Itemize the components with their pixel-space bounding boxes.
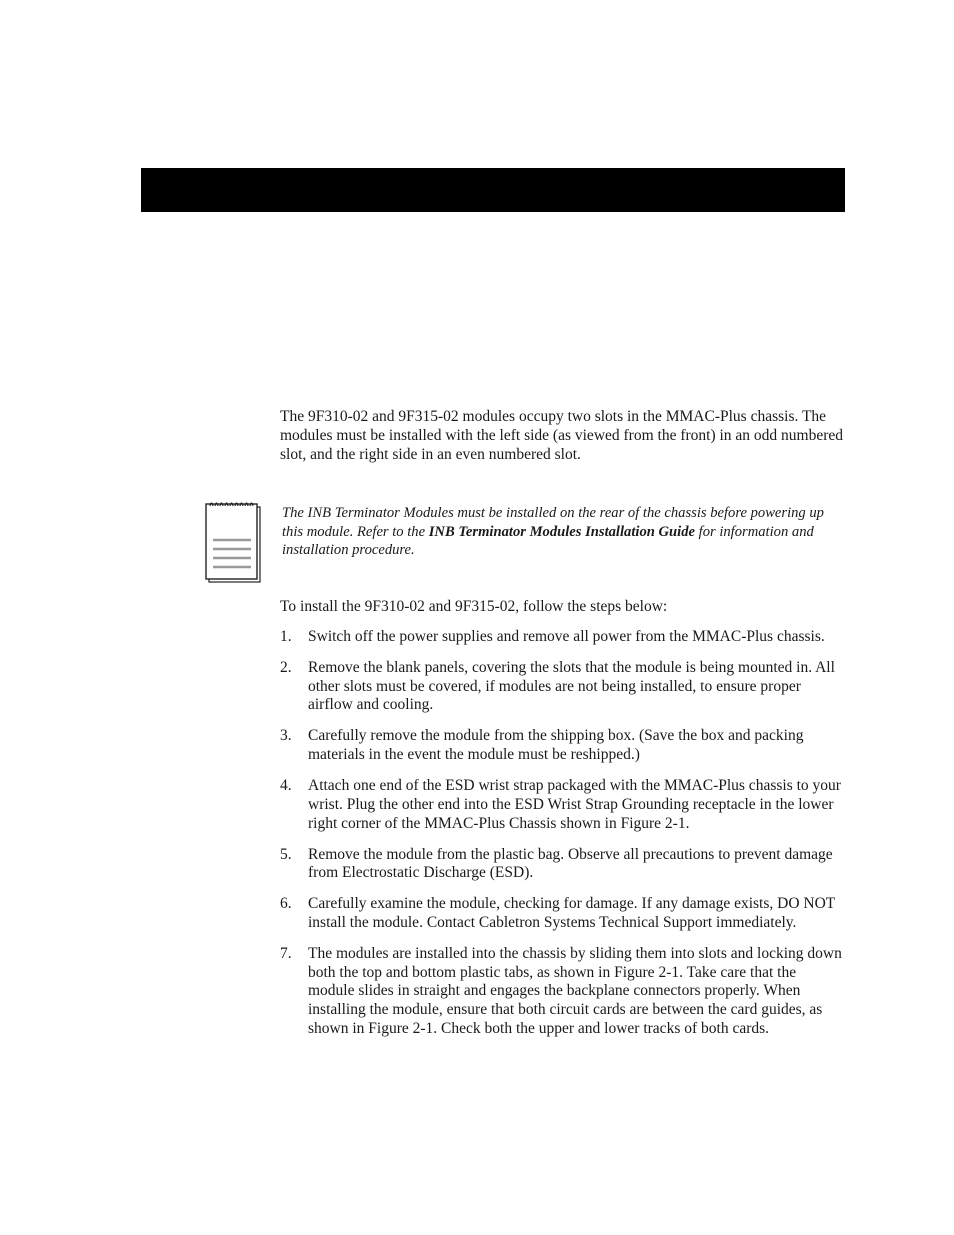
intro-paragraph: The 9F310-02 and 9F315-02 modules occupy two slots in the MMAC-Plus chassis. The modules must be installed with the left side (as viewed from the front) in an odd numbered slot, and the right side in an even numbered slot.: [280, 408, 844, 463]
step-item: [280, 628, 842, 647]
step-text: Carefully remove the module from the shipping box. (Save the box and packing materials in the event the module must be reshipped.): [308, 727, 804, 764]
note-text-after: for information and installation procedure.: [282, 523, 814, 558]
note-text: [282, 504, 842, 560]
step-text: Carefully examine the module, checking for damage. If any damage exists, DO NOT install the module. Contact Cabletron Systems Technical Support immediately.: [308, 895, 835, 931]
step-number: 7.: [280, 944, 292, 962]
step-item: [280, 727, 842, 764]
note-guide-reference: INB Terminator Modules Installation Guide: [428, 523, 695, 540]
step-text: Attach one end of the ESD wrist strap packaged with the MMAC-Plus chassis to your wrist. Plug the other end into the ESD Wrist Strap Grounding receptacle in the lower right corner of the MMAC-Plus Chassis shown in Figure 2-1.: [308, 777, 841, 832]
step-text: The modules are installed into the chassis by sliding them into slots and locking down both the top and bottom plastic tabs, as shown in Figure 2-1. Take care that the module slides in straight and engages the backplane connectors properly. When installing the module, ensure that both circuit cards are between the card guides, as shown in Figure 2-1. Check both the upper and lower tracks of both cards.: [308, 944, 842, 1037]
step-item: [280, 777, 842, 833]
step-number: 6.: [280, 895, 292, 913]
step-item: [280, 895, 842, 932]
step-number: 3.: [280, 727, 292, 745]
step-item: [280, 846, 842, 883]
step-number: 2.: [280, 659, 292, 676]
step-text: Remove the module from the plastic bag. Observe all precautions to prevent damage from Electrostatic Discharge (ESD).: [308, 845, 833, 882]
step-number: 5.: [280, 845, 292, 863]
step-text: Switch off the power supplies and remove all power from the MMAC-Plus chassis.: [308, 628, 825, 645]
step-item: [280, 945, 842, 1039]
chapter-header-bar: [141, 168, 845, 212]
installation-steps: [280, 628, 842, 1051]
step-number: 4.: [280, 777, 292, 795]
step-text: Remove the blank panels, covering the slots that the module is being mounted in. All other slots must be covered, if modules are not being installed, to ensure proper airflow and cooling.: [308, 659, 835, 714]
step-number: 1.: [280, 628, 292, 645]
note-text-before: The INB Terminator Modules must be installed on the rear of the chassis before powering up this module. Refer to the: [282, 505, 824, 540]
note-icon: [204, 500, 262, 584]
step-item: [280, 659, 842, 715]
steps-lead: To install the 9F310-02 and 9F315-02, follow the steps below:: [280, 598, 668, 615]
